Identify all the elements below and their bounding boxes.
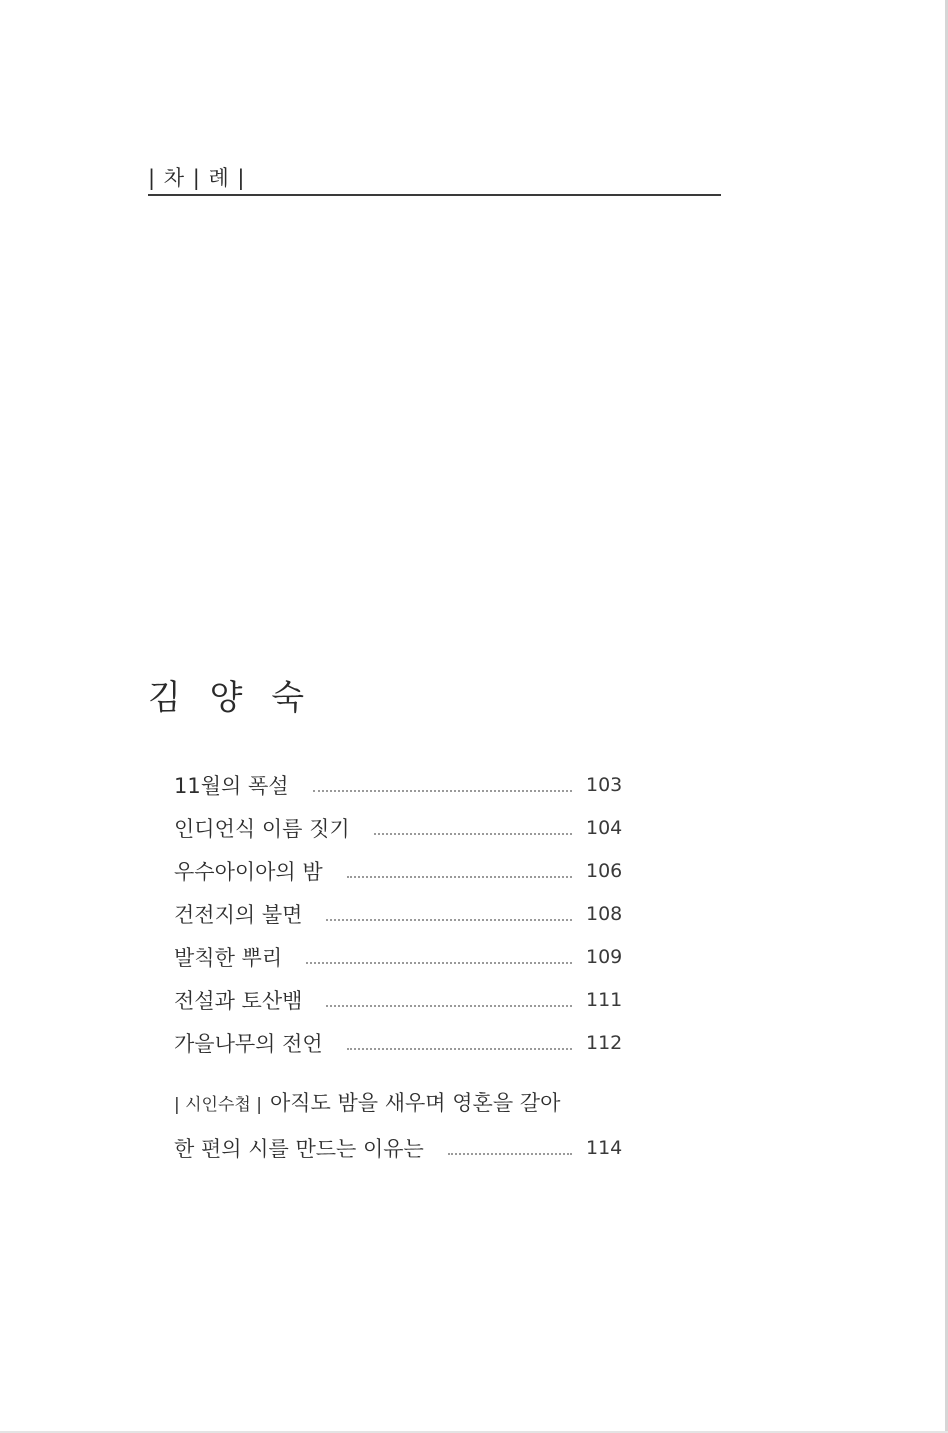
toc-entry-page: 109 (586, 945, 623, 968)
toc-entry (174, 849, 624, 892)
poet-note-line-2 (174, 1126, 624, 1169)
poet-note-title-part-1: 아직도 밤을 새우며 영혼을 갈아 (269, 1091, 561, 1115)
toc-entry-title: 인디언식 이름 짓기 (174, 816, 350, 841)
toc-entry-page: 103 (586, 773, 623, 796)
poet-note-title-part-2: 한 편의 시를 만드는 이유는 (174, 1136, 424, 1161)
toc-entry (174, 806, 624, 849)
author-name: 김 양 숙 (148, 678, 314, 718)
poet-note-page: 114 (586, 1136, 623, 1159)
dot-leader (326, 1005, 572, 1007)
dot-leader (448, 1153, 572, 1155)
dot-leader (313, 790, 572, 792)
toc-entry (174, 935, 624, 978)
toc-entry (174, 978, 624, 1021)
poet-note-tag: | 시인수첩 | (174, 1094, 262, 1115)
dot-leader (326, 919, 572, 921)
toc-entry (174, 763, 624, 806)
dot-leader (347, 1048, 572, 1050)
toc-entry-title: 발칙한 뿌리 (174, 945, 283, 970)
toc-entry-page: 108 (586, 902, 623, 925)
toc-header (148, 160, 721, 196)
dot-leader (306, 962, 572, 964)
toc-entry (174, 892, 624, 935)
toc-entry (174, 1021, 624, 1064)
toc-entry-page: 111 (586, 988, 623, 1011)
toc-list (174, 763, 624, 1064)
dot-leader (347, 876, 572, 878)
poet-note-line-1 (174, 1082, 624, 1122)
toc-entry-page: 106 (586, 859, 623, 882)
toc-entry-title: 가을나무의 전언 (174, 1031, 323, 1056)
toc-entry-title: 건전지의 불면 (174, 902, 303, 927)
toc-entry-title: 11월의 폭설 (174, 773, 289, 798)
toc-entry-page: 112 (586, 1031, 623, 1054)
dot-leader (374, 833, 572, 835)
toc-entry-title: 우수아이아의 밤 (174, 859, 323, 884)
toc-entry-title: 전설과 토산뱀 (174, 988, 303, 1013)
toc-entry-page: 104 (586, 816, 623, 839)
toc-header-label: | 차 | 례 | (148, 166, 246, 190)
poet-note-entry (174, 1082, 624, 1169)
